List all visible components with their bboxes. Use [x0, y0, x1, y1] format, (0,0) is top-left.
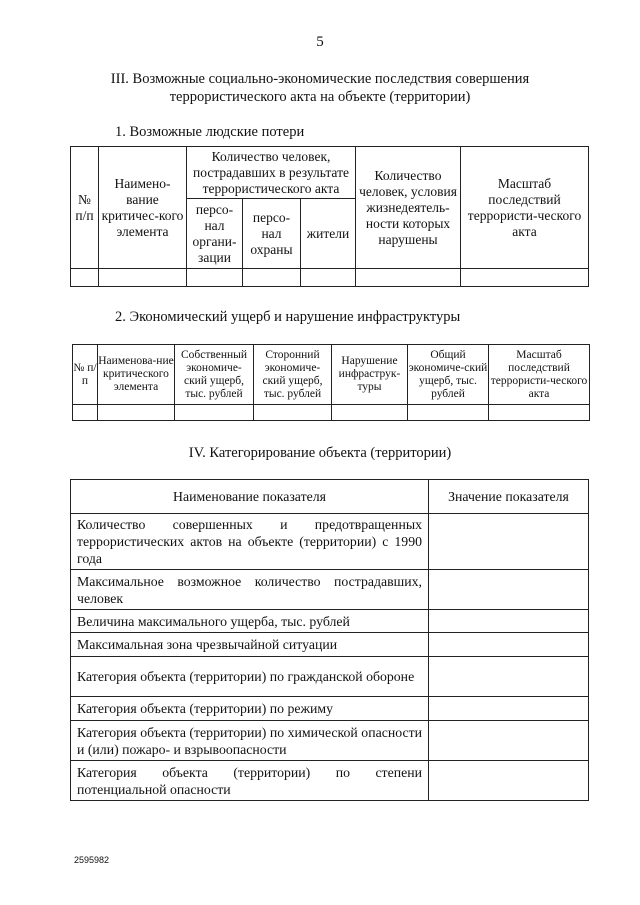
indicator-value [429, 697, 589, 721]
table-row [71, 657, 589, 697]
col-total-damage-header: Общий экономиче-ский ущерб, тыс. рублей [408, 345, 489, 405]
table-cell [73, 405, 98, 421]
indicator-value [429, 633, 589, 657]
human-losses-table [70, 146, 589, 287]
indicator-label: Категория объекта (территории) по гражданской обороне [71, 657, 429, 697]
col-guard-header: персо-нал охраны [243, 199, 301, 269]
indicator-name-header: Наименование показателя [71, 480, 429, 514]
economic-damage-table [72, 344, 590, 421]
indicator-label: Максимальное возможное количество пострадавших, человек [71, 570, 429, 610]
subsection-2-title: 2. Экономический ущерб и нарушение инфраструктуры [115, 309, 461, 325]
table-row [71, 610, 589, 633]
section-3-title [60, 70, 580, 106]
table-cell [408, 405, 489, 421]
indicator-value [429, 514, 589, 570]
table-cell [99, 269, 187, 287]
indicator-value [429, 721, 589, 761]
col-number-header: № п/п [73, 345, 98, 405]
section-3-title-line-2: террористического акта на объекте (территории) [169, 89, 471, 105]
col-number-header: № п/п [71, 147, 99, 269]
col-staff-header: персо-нал органи-зации [187, 199, 243, 269]
document-id: 2595982 [74, 855, 110, 865]
col-residents-header: жители [301, 199, 356, 269]
indicator-label: Максимальная зона чрезвычайной ситуации [71, 633, 429, 657]
table-cell [175, 405, 254, 421]
indicator-value [429, 761, 589, 801]
subsection-1-title: 1. Возможные людские потери [115, 124, 305, 140]
table-cell [187, 269, 243, 287]
table-row-empty [71, 269, 589, 287]
page-number: 5 [316, 34, 324, 50]
indicator-value-header: Значение показателя [429, 480, 589, 514]
table-row [71, 633, 589, 657]
table-row [71, 761, 589, 801]
table-cell [254, 405, 332, 421]
indicator-value [429, 610, 589, 633]
col-scale-header: Масштаб последствий террористи-ческого акта [489, 345, 590, 405]
section-3-title-line-1: III. Возможные социально-экономические последствия совершения [110, 71, 530, 87]
indicator-label: Количество совершенных и предотвращенных террористических актов на объекте (территории) с 1990 года [71, 514, 429, 570]
table-cell [356, 269, 461, 287]
table-cell [243, 269, 301, 287]
indicator-label: Величина максимального ущерба, тыс. рублей [71, 610, 429, 633]
table-cell [98, 405, 175, 421]
table-cell [301, 269, 356, 287]
col-injured-group-header: Количество человек, пострадавших в результате террористического акта [187, 147, 356, 199]
table-cell [489, 405, 590, 421]
indicator-label: Категория объекта (территории) по степени потенциальной опасности [71, 761, 429, 801]
table-row [71, 697, 589, 721]
col-element-name-header: Наименова-ние критического элемента [98, 345, 175, 405]
col-third-party-damage-header: Сторонний экономиче-ский ущерб, тыс. рублей [254, 345, 332, 405]
col-own-damage-header: Собственный экономиче-ский ущерб, тыс. рублей [175, 345, 254, 405]
table-row-empty [73, 405, 590, 421]
section-4-title: IV. Категорирование объекта (территории) [188, 445, 452, 461]
col-affected-people-header: Количество человек, условия жизнедеятель-ности которых нарушены [356, 147, 461, 269]
categorization-table [70, 479, 589, 801]
table-cell [461, 269, 589, 287]
col-infrastructure-header: Нарушение инфраструк-туры [332, 345, 408, 405]
indicator-value [429, 570, 589, 610]
table-row [71, 570, 589, 610]
table-row [71, 721, 589, 761]
indicator-label: Категория объекта (территории) по режиму [71, 697, 429, 721]
table-cell [332, 405, 408, 421]
col-element-name-header: Наимено-вание критичес-кого элемента [99, 147, 187, 269]
table-row [71, 514, 589, 570]
table-cell [71, 269, 99, 287]
col-scale-header: Масштаб последствий террористи-ческого акта [461, 147, 589, 269]
indicator-label: Категория объекта (территории) по химической опасности и (или) пожаро- и взрывоопасности [71, 721, 429, 761]
indicator-value [429, 657, 589, 697]
